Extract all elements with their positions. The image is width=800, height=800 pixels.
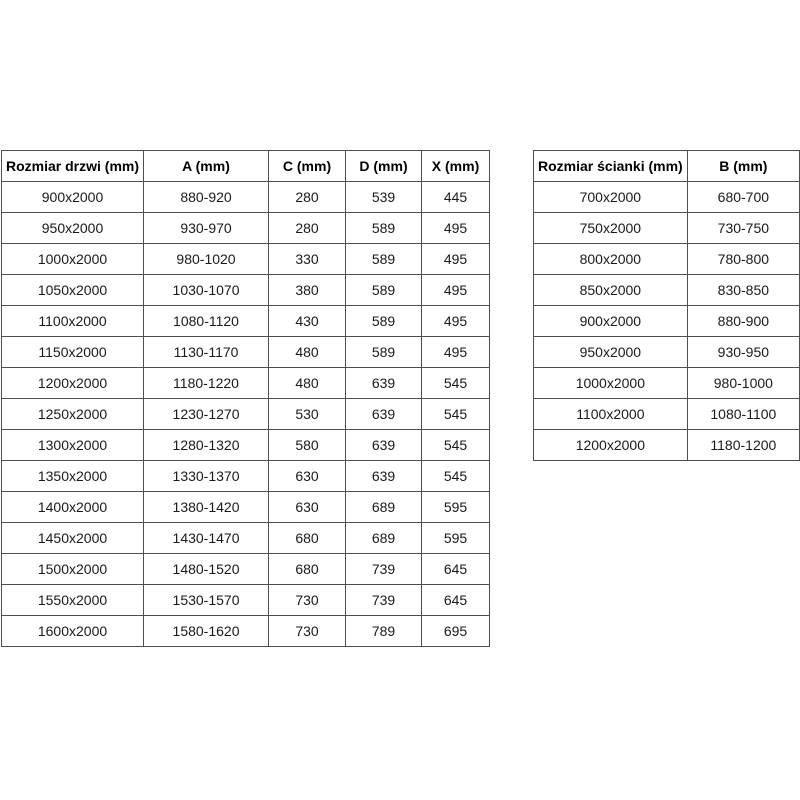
header-row — [2, 151, 490, 182]
table-cell: 330 — [269, 244, 346, 275]
table-row — [2, 182, 490, 213]
table-cell: 580 — [269, 430, 346, 461]
table-cell: 1480-1520 — [144, 554, 269, 585]
table-cell: 1080-1120 — [144, 306, 269, 337]
table-cell: 850x2000 — [534, 275, 688, 306]
column-header: A (mm) — [144, 151, 269, 182]
table-cell: 830-850 — [687, 275, 799, 306]
table-cell: 545 — [422, 368, 490, 399]
table-cell: 950x2000 — [534, 337, 688, 368]
table-cell: 1300x2000 — [2, 430, 144, 461]
table-cell: 1350x2000 — [2, 461, 144, 492]
table-cell: 589 — [346, 275, 422, 306]
table-cell: 1000x2000 — [534, 368, 688, 399]
table-cell: 1150x2000 — [2, 337, 144, 368]
table-row — [2, 275, 490, 306]
column-header: B (mm) — [687, 151, 799, 182]
table-cell: 680-700 — [687, 182, 799, 213]
table-row — [534, 337, 800, 368]
table-cell: 595 — [422, 492, 490, 523]
column-header: C (mm) — [269, 151, 346, 182]
table-cell: 880-900 — [687, 306, 799, 337]
door-dimensions-table — [1, 150, 490, 647]
table-cell: 639 — [346, 368, 422, 399]
table-cell: 530 — [269, 399, 346, 430]
table-row — [2, 244, 490, 275]
table-cell: 739 — [346, 585, 422, 616]
table-cell: 1600x2000 — [2, 616, 144, 647]
table-cell: 950x2000 — [2, 213, 144, 244]
table-cell: 1550x2000 — [2, 585, 144, 616]
table-cell: 1250x2000 — [2, 399, 144, 430]
table-cell: 1050x2000 — [2, 275, 144, 306]
table-cell: 695 — [422, 616, 490, 647]
table-cell: 680 — [269, 554, 346, 585]
table-row — [2, 585, 490, 616]
table-row — [534, 430, 800, 461]
table-cell: 645 — [422, 585, 490, 616]
table-row — [2, 337, 490, 368]
table-cell: 730 — [269, 585, 346, 616]
table-cell: 880-920 — [144, 182, 269, 213]
table-cell: 1500x2000 — [2, 554, 144, 585]
table-cell: 1530-1570 — [144, 585, 269, 616]
table-cell: 689 — [346, 523, 422, 554]
table-cell: 545 — [422, 399, 490, 430]
column-header: Rozmiar drzwi (mm) — [2, 151, 144, 182]
table-row — [534, 182, 800, 213]
table-cell: 430 — [269, 306, 346, 337]
table-cell: 639 — [346, 430, 422, 461]
table-cell: 1180-1220 — [144, 368, 269, 399]
table-row — [2, 492, 490, 523]
table-cell: 1130-1170 — [144, 337, 269, 368]
table-cell: 980-1000 — [687, 368, 799, 399]
table-cell: 280 — [269, 213, 346, 244]
table-cell: 1000x2000 — [2, 244, 144, 275]
table-cell: 630 — [269, 461, 346, 492]
table-row — [534, 244, 800, 275]
table-row — [2, 554, 490, 585]
table-cell: 680 — [269, 523, 346, 554]
table-cell: 545 — [422, 430, 490, 461]
table-cell: 1330-1370 — [144, 461, 269, 492]
table-cell: 700x2000 — [534, 182, 688, 213]
table-cell: 900x2000 — [534, 306, 688, 337]
table-cell: 630 — [269, 492, 346, 523]
table-row — [534, 368, 800, 399]
table-cell: 495 — [422, 306, 490, 337]
table-cell: 800x2000 — [534, 244, 688, 275]
table-cell: 1100x2000 — [534, 399, 688, 430]
table-cell: 1430-1470 — [144, 523, 269, 554]
table-cell: 480 — [269, 368, 346, 399]
table-cell: 495 — [422, 337, 490, 368]
table-cell: 1200x2000 — [534, 430, 688, 461]
table-cell: 930-950 — [687, 337, 799, 368]
table-cell: 730-750 — [687, 213, 799, 244]
table-cell: 1380-1420 — [144, 492, 269, 523]
table-cell: 739 — [346, 554, 422, 585]
table-cell: 900x2000 — [2, 182, 144, 213]
table-row — [2, 616, 490, 647]
table-cell: 1200x2000 — [2, 368, 144, 399]
table-cell: 280 — [269, 182, 346, 213]
table-cell: 539 — [346, 182, 422, 213]
table-cell: 1280-1320 — [144, 430, 269, 461]
table-row — [2, 430, 490, 461]
column-header: D (mm) — [346, 151, 422, 182]
table-row — [534, 399, 800, 430]
table-row — [2, 368, 490, 399]
table-cell: 495 — [422, 213, 490, 244]
table-row — [534, 213, 800, 244]
table-cell: 789 — [346, 616, 422, 647]
table-cell: 1580-1620 — [144, 616, 269, 647]
table-cell: 689 — [346, 492, 422, 523]
table-cell: 589 — [346, 213, 422, 244]
table-cell: 1180-1200 — [687, 430, 799, 461]
table-cell: 480 — [269, 337, 346, 368]
table-cell: 750x2000 — [534, 213, 688, 244]
table-cell: 445 — [422, 182, 490, 213]
table-cell: 1400x2000 — [2, 492, 144, 523]
header-row — [534, 151, 800, 182]
table-row — [534, 306, 800, 337]
table-row — [2, 399, 490, 430]
table-cell: 639 — [346, 399, 422, 430]
table-cell: 1450x2000 — [2, 523, 144, 554]
table-cell: 730 — [269, 616, 346, 647]
table-cell: 589 — [346, 244, 422, 275]
table-cell: 645 — [422, 554, 490, 585]
table-cell: 589 — [346, 306, 422, 337]
table-row — [2, 523, 490, 554]
table-cell: 1100x2000 — [2, 306, 144, 337]
table-row — [2, 213, 490, 244]
column-header: Rozmiar ścianki (mm) — [534, 151, 688, 182]
table-cell: 1030-1070 — [144, 275, 269, 306]
table-cell: 589 — [346, 337, 422, 368]
wall-dimensions-table — [533, 150, 800, 461]
table-row — [534, 275, 800, 306]
table-cell: 595 — [422, 523, 490, 554]
table-cell: 780-800 — [687, 244, 799, 275]
table-cell: 495 — [422, 275, 490, 306]
table-cell: 380 — [269, 275, 346, 306]
table-row — [2, 306, 490, 337]
table-cell: 639 — [346, 461, 422, 492]
table-cell: 545 — [422, 461, 490, 492]
table-cell: 495 — [422, 244, 490, 275]
table-cell: 1080-1100 — [687, 399, 799, 430]
column-header: X (mm) — [422, 151, 490, 182]
table-row — [2, 461, 490, 492]
table-cell: 980-1020 — [144, 244, 269, 275]
table-cell: 930-970 — [144, 213, 269, 244]
table-cell: 1230-1270 — [144, 399, 269, 430]
